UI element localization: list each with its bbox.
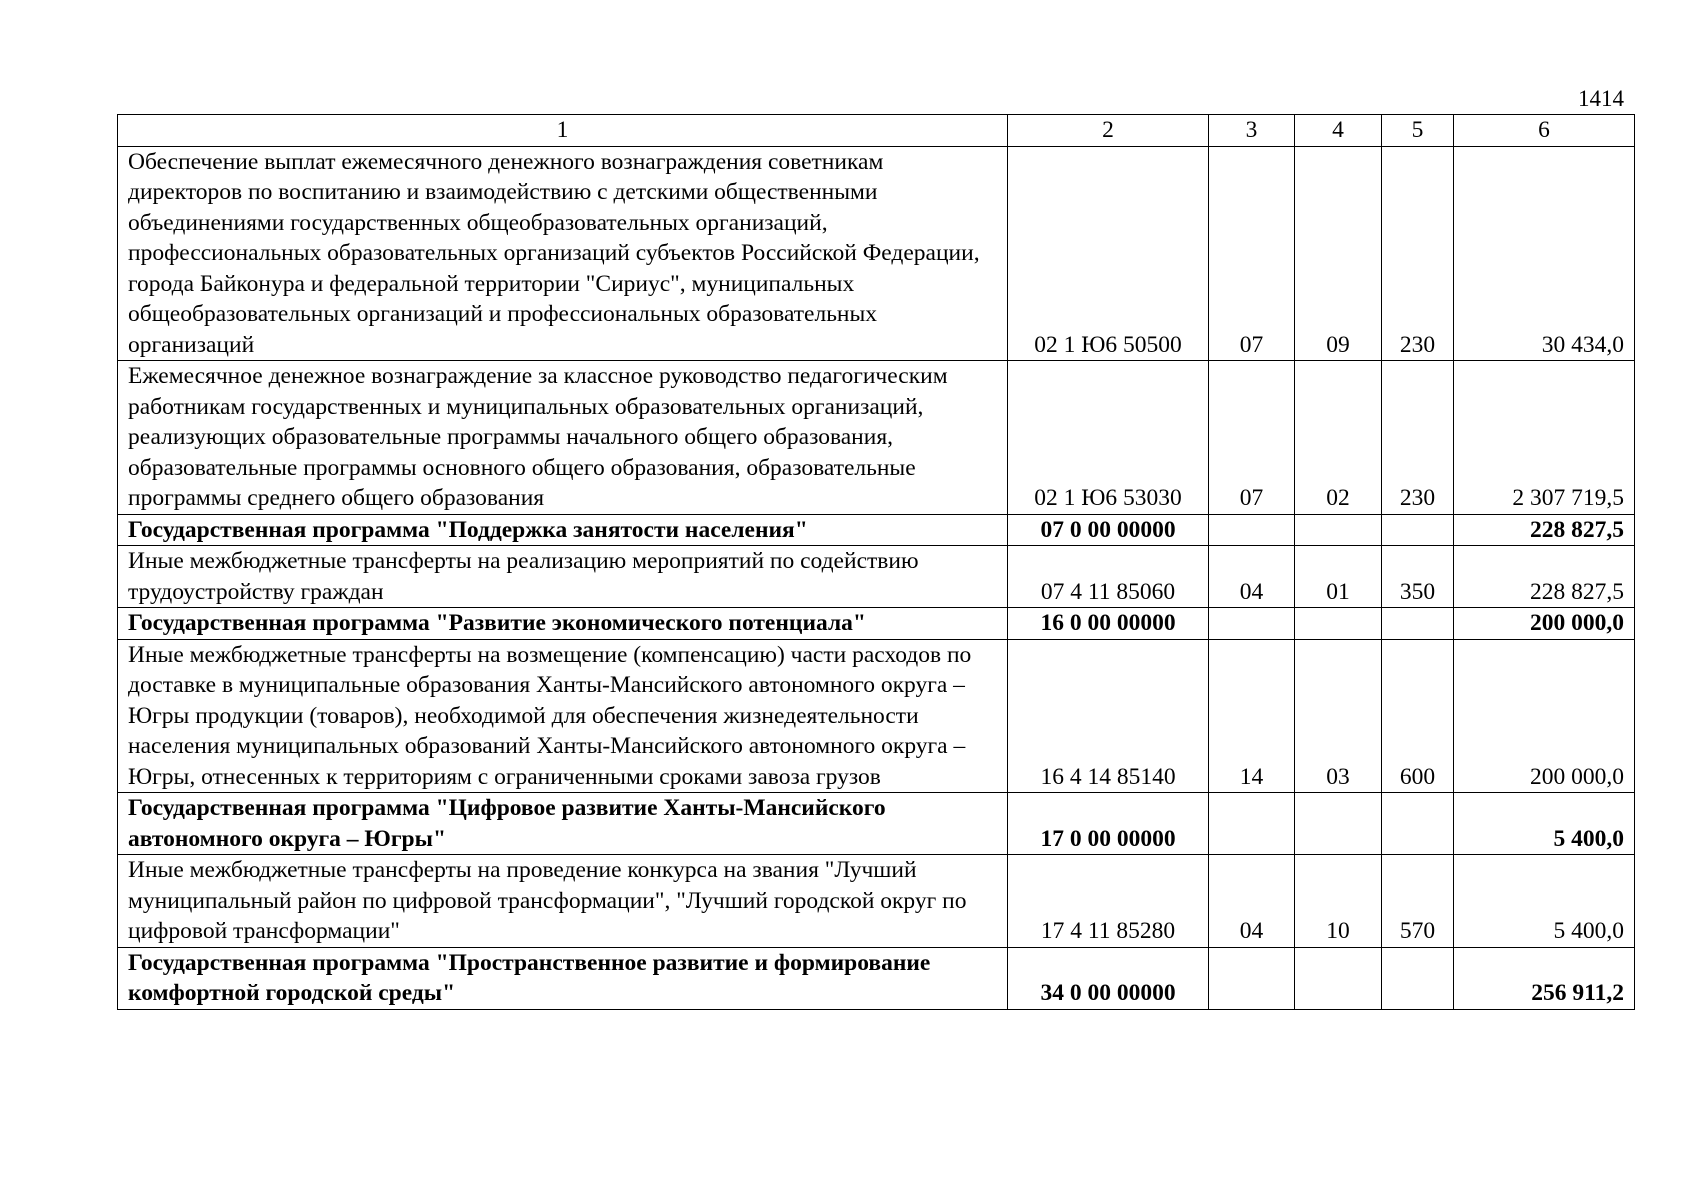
row-target-code: 07 0 00 00000 — [1008, 514, 1209, 546]
row-section: 07 — [1209, 361, 1295, 515]
page-number: 1414 — [1578, 86, 1624, 111]
row-section: 04 — [1209, 855, 1295, 948]
table-row — [118, 639, 1635, 793]
row-subsection — [1295, 514, 1382, 546]
row-description: Обеспечение выплат ежемесячного денежного вознаграждения советникам директоров по воспитанию и взаимодействию с детскими общественными объединениями государственных общеобразовательных организаций, профессиональных образовательных организаций субъектов Российской Федерации, города Байконура и федеральной территории "Сириус", муниципальных общеобразовательных организаций и профессиональных образовательных организаций — [118, 146, 1008, 361]
table-row — [118, 361, 1635, 515]
row-expense-type: 350 — [1382, 546, 1454, 608]
row-section: 14 — [1209, 639, 1295, 793]
row-target-code: 17 4 11 85280 — [1008, 855, 1209, 948]
row-amount: 30 434,0 — [1454, 146, 1635, 361]
row-subsection: 03 — [1295, 639, 1382, 793]
table-body — [118, 146, 1635, 1009]
row-expense-type: 230 — [1382, 361, 1454, 515]
row-section: 04 — [1209, 546, 1295, 608]
row-subsection — [1295, 793, 1382, 855]
row-subsection: 09 — [1295, 146, 1382, 361]
row-amount: 228 827,5 — [1454, 514, 1635, 546]
row-description: Государственная программа "Развитие экономического потенциала" — [118, 608, 1008, 640]
row-expense-type — [1382, 608, 1454, 640]
row-description: Иные межбюджетные трансферты на проведение конкурса на звания "Лучший муниципальный район по цифровой трансформации", "Лучший городской округ по цифровой трансформации" — [118, 855, 1008, 948]
row-expense-type — [1382, 514, 1454, 546]
table-header — [118, 115, 1635, 147]
row-target-code: 16 0 00 00000 — [1008, 608, 1209, 640]
row-target-code: 17 0 00 00000 — [1008, 793, 1209, 855]
column-header-2: 2 — [1008, 115, 1209, 147]
column-header-5: 5 — [1382, 115, 1454, 147]
program-row — [118, 947, 1635, 1009]
row-section — [1209, 947, 1295, 1009]
program-row — [118, 514, 1635, 546]
row-target-code: 02 1 Ю6 53030 — [1008, 361, 1209, 515]
row-amount: 228 827,5 — [1454, 546, 1635, 608]
header-row — [118, 115, 1635, 147]
row-target-code: 16 4 14 85140 — [1008, 639, 1209, 793]
row-section — [1209, 793, 1295, 855]
row-subsection — [1295, 947, 1382, 1009]
row-description: Иные межбюджетные трансферты на реализацию мероприятий по содействию трудоустройству граждан — [118, 546, 1008, 608]
row-description: Государственная программа "Поддержка занятости населения" — [118, 514, 1008, 546]
row-target-code: 34 0 00 00000 — [1008, 947, 1209, 1009]
row-subsection: 01 — [1295, 546, 1382, 608]
row-amount: 2 307 719,5 — [1454, 361, 1635, 515]
row-amount: 256 911,2 — [1454, 947, 1635, 1009]
row-description: Государственная программа "Пространственное развитие и формирование комфортной городской среды" — [118, 947, 1008, 1009]
row-description: Иные межбюджетные трансферты на возмещение (компенсацию) части расходов по доставке в муниципальные образования Ханты-Мансийского автономного округа – Югры продукции (товаров), необходимой для обеспечения жизнедеятельности населения муниципальных образований Ханты-Мансийского автономного округа – Югры, отнесенных к территориям с ограниченными сроками завоза грузов — [118, 639, 1008, 793]
row-expense-type — [1382, 947, 1454, 1009]
row-description: Ежемесячное денежное вознаграждение за классное руководство педагогическим работникам государственных и муниципальных образовательных организаций, реализующих образовательные программы начального общего образования, образовательные программы основного общего образования, образовательные программы среднего общего образования — [118, 361, 1008, 515]
table-row — [118, 855, 1635, 948]
row-target-code: 07 4 11 85060 — [1008, 546, 1209, 608]
row-expense-type — [1382, 793, 1454, 855]
row-amount: 200 000,0 — [1454, 639, 1635, 793]
row-section: 07 — [1209, 146, 1295, 361]
row-subsection — [1295, 608, 1382, 640]
row-subsection: 02 — [1295, 361, 1382, 515]
column-header-6: 6 — [1454, 115, 1635, 147]
row-target-code: 02 1 Ю6 50500 — [1008, 146, 1209, 361]
column-header-1: 1 — [118, 115, 1008, 147]
row-amount: 5 400,0 — [1454, 855, 1635, 948]
budget-table — [117, 114, 1635, 1010]
row-expense-type: 570 — [1382, 855, 1454, 948]
row-subsection: 10 — [1295, 855, 1382, 948]
row-expense-type: 600 — [1382, 639, 1454, 793]
row-description: Государственная программа "Цифровое развитие Ханты-Мансийского автономного округа – Югры" — [118, 793, 1008, 855]
program-row — [118, 793, 1635, 855]
table-row — [118, 146, 1635, 361]
row-section — [1209, 514, 1295, 546]
program-row — [118, 608, 1635, 640]
column-header-3: 3 — [1209, 115, 1295, 147]
table-row — [118, 546, 1635, 608]
row-expense-type: 230 — [1382, 146, 1454, 361]
column-header-4: 4 — [1295, 115, 1382, 147]
row-amount: 5 400,0 — [1454, 793, 1635, 855]
row-amount: 200 000,0 — [1454, 608, 1635, 640]
row-section — [1209, 608, 1295, 640]
